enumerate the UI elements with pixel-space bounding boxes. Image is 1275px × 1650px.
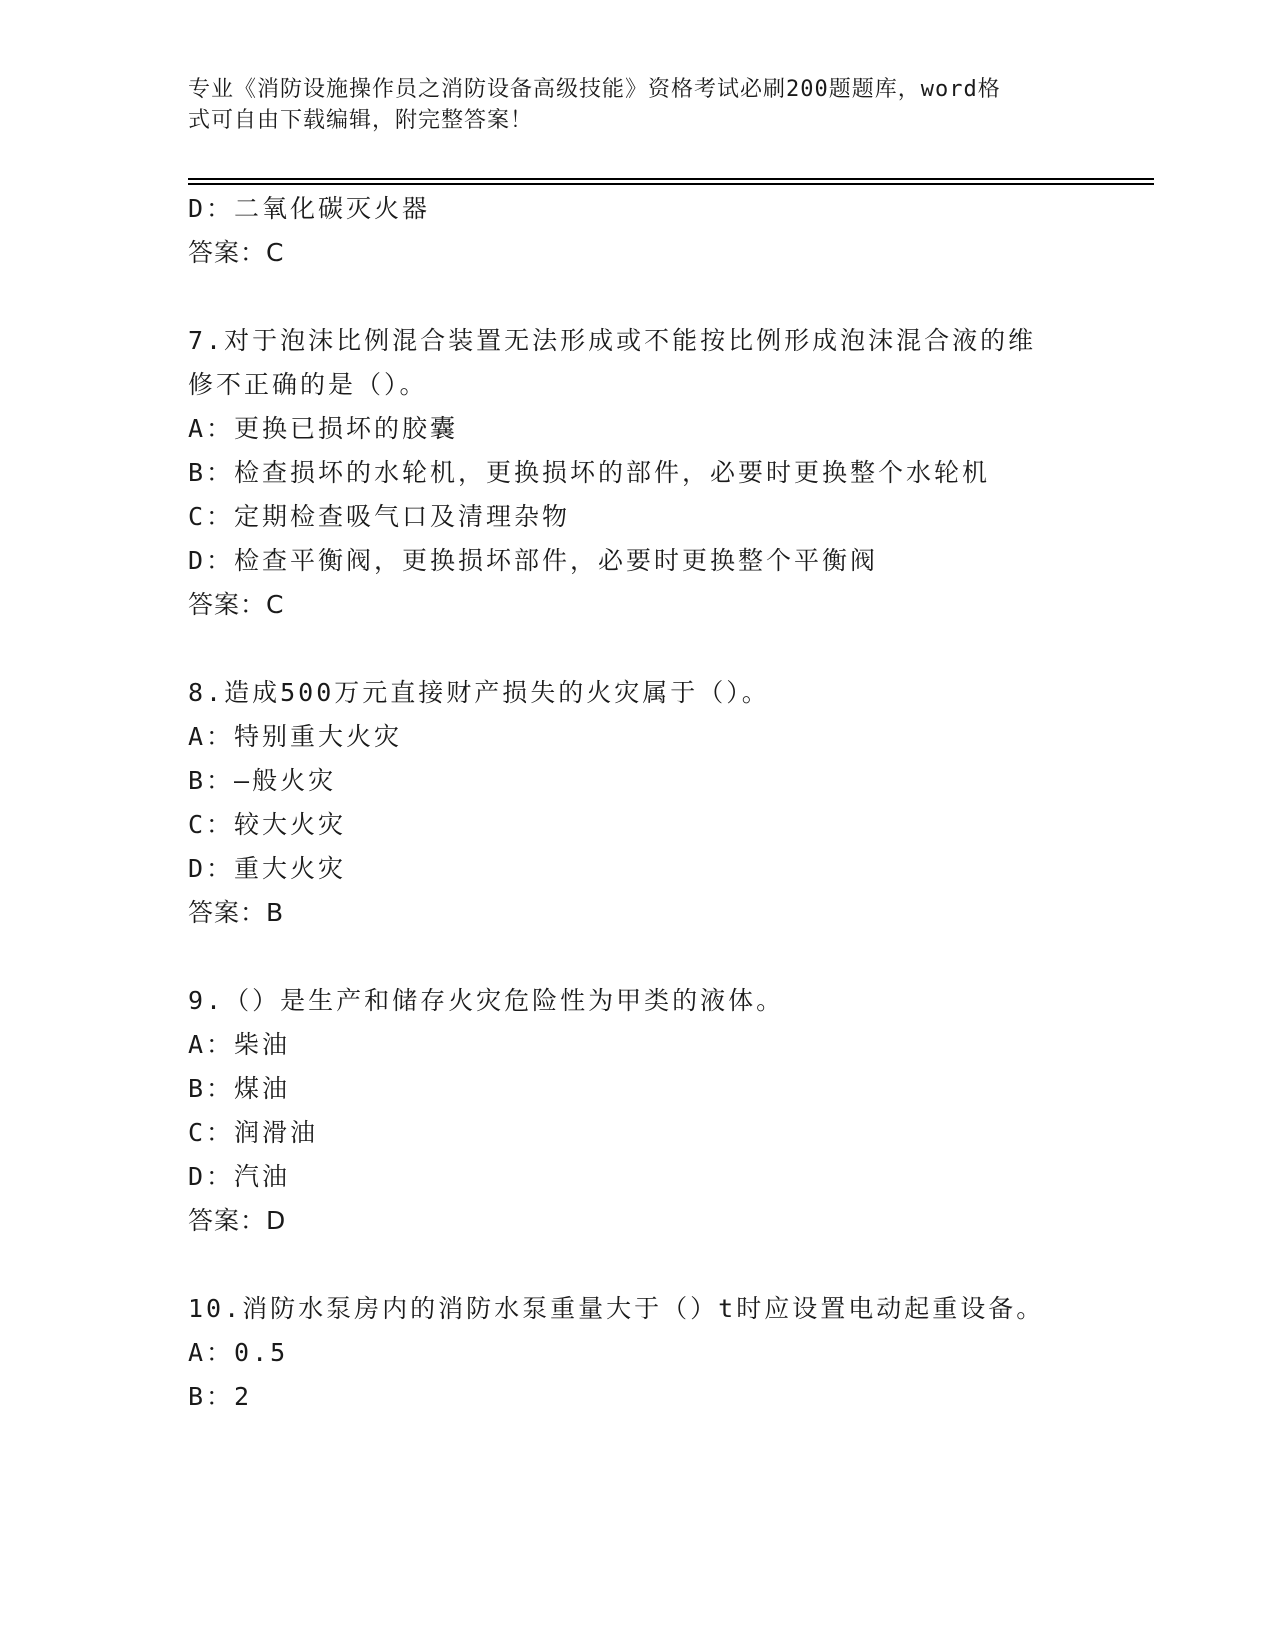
- q8-answer: 答案：B: [188, 898, 285, 927]
- q7-option-d: D：检查平衡阀，更换损坏部件，必要时更换整个平衡阀: [188, 546, 879, 575]
- header-line-2: 式可自由下载编辑，附完整答案！: [188, 108, 534, 133]
- q9-option-c: C：润滑油: [188, 1118, 319, 1147]
- q8-option-b: B：—般火灾: [188, 766, 337, 795]
- q9-option-b: B：煤油: [188, 1074, 291, 1103]
- header-divider-top: [188, 178, 1154, 180]
- q8-option-a: A：特别重大火灾: [188, 722, 403, 751]
- q6-option-d: D：二氧化碳灭火器: [188, 194, 431, 223]
- q7-option-c: C：定期检查吸气口及清理杂物: [188, 502, 571, 531]
- header-divider-bottom: [188, 183, 1154, 185]
- q9-answer: 答案：D: [188, 1206, 287, 1235]
- document-header: [188, 74, 1068, 136]
- q7-option-b: B：检查损坏的水轮机，更换损坏的部件，必要时更换整个水轮机: [188, 458, 991, 487]
- q8-stem: 8.造成500万元直接财产损失的火灾属于（）。: [188, 678, 770, 707]
- q10-option-b: B：2: [188, 1382, 253, 1411]
- q10-option-a: A：0.5: [188, 1338, 289, 1367]
- q7-answer: 答案：C: [188, 590, 285, 619]
- q9-option-d: D：汽油: [188, 1162, 291, 1191]
- header-line-1: 专业《消防设施操作员之消防设备高级技能》资格考试必刷200题题库，word格: [188, 77, 1001, 102]
- q9-option-a: A：柴油: [188, 1030, 291, 1059]
- q7-option-a: A：更换已损坏的胶囊: [188, 414, 459, 443]
- q6-answer: 答案：C: [188, 238, 285, 267]
- q10-stem: 10.消防水泵房内的消防水泵重量大于（）t时应设置电动起重设备。: [188, 1294, 1045, 1323]
- q7-stem-line-1: 7.对于泡沫比例混合装置无法形成或不能按比例形成泡沫混合液的维: [188, 326, 1037, 355]
- q8-option-c: C：较大火灾: [188, 810, 347, 839]
- q9-stem: 9.（）是生产和储存火灾危险性为甲类的液体。: [188, 986, 785, 1015]
- q7-stem-line-2: 修不正确的是（）。: [188, 370, 428, 399]
- q8-option-d: D：重大火灾: [188, 854, 347, 883]
